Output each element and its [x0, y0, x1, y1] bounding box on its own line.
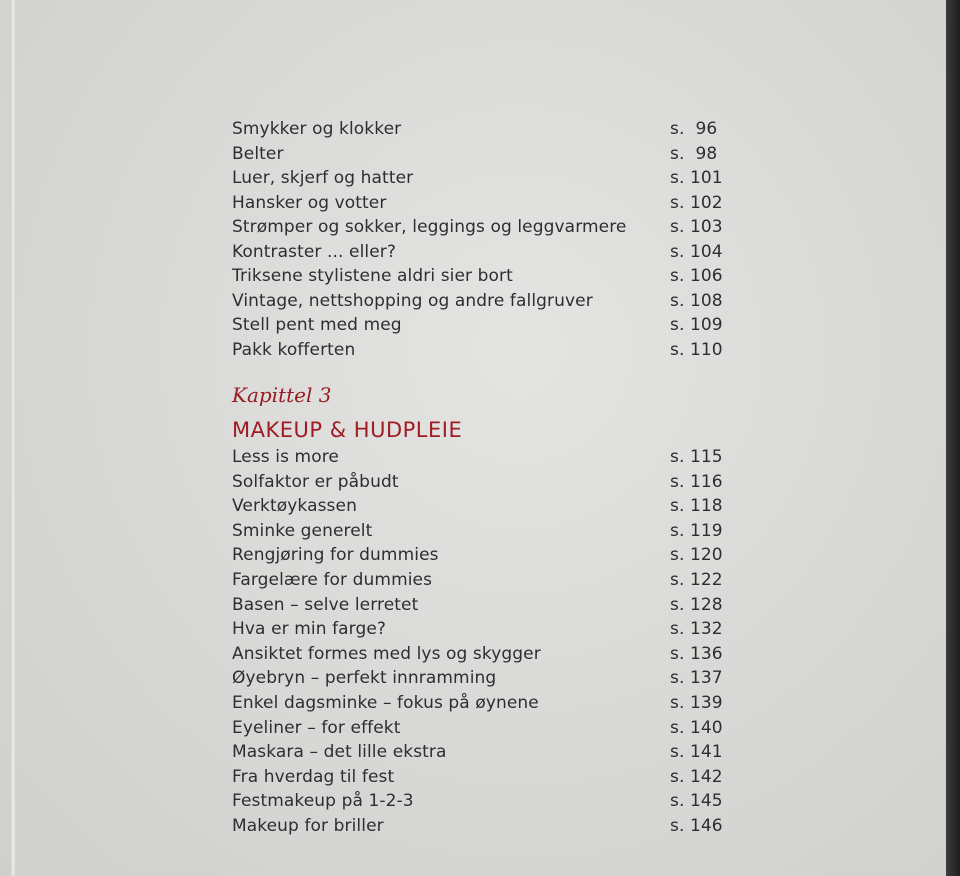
toc-entry	[232, 693, 722, 717]
toc-entry	[232, 545, 722, 569]
page-fold	[10, 0, 16, 876]
toc-entry-page: s. 128	[670, 594, 723, 615]
toc-entry-page: s. 142	[670, 766, 723, 787]
toc-entry-title: Triksene stylistene aldri sier bort	[232, 266, 513, 286]
toc-entry-title: Maskara – det lille ekstra	[232, 742, 447, 763]
toc-entry	[232, 791, 722, 815]
toc-entry-page: s. 146	[670, 816, 723, 836]
toc-entry-page: s. 136	[670, 643, 723, 664]
chapter-title: MAKEUP & HUDPLEIE	[232, 418, 463, 442]
toc-entry-title: Makeup for briller	[232, 816, 384, 836]
toc-entry	[232, 217, 722, 241]
toc-entry	[232, 447, 722, 471]
toc-entry-title: Fra hverdag til fest	[232, 766, 395, 787]
toc-entry-title: Fargelære for dummies	[232, 570, 433, 590]
toc-entry-title: Smykker og klokker	[232, 119, 402, 139]
toc-entry	[232, 742, 722, 766]
toc-entry	[232, 119, 722, 143]
toc-entry	[232, 619, 722, 643]
toc-entry-page: s. 137	[670, 668, 723, 689]
toc-entry-title: Stell pent med meg	[232, 315, 402, 335]
toc-entry-page: s. 103	[670, 217, 723, 237]
toc-entry-page: s. 106	[670, 266, 723, 286]
toc-entry-title: Hansker og votter	[232, 192, 387, 213]
toc-entry-title: Strømper og sokker, leggings og leggvarmere	[232, 217, 627, 237]
toc-entry-page: s. 120	[670, 545, 723, 566]
toc-entry	[232, 168, 722, 192]
toc-entry	[232, 291, 722, 315]
toc-entry	[232, 521, 722, 545]
toc-entry-title: Basen – selve lerretet	[232, 594, 419, 615]
toc-entry-page: s. 102	[670, 192, 723, 213]
toc-entry	[232, 644, 722, 668]
toc-entry-title: Pakk kofferten	[232, 339, 356, 360]
toc-entry-page: s. 122	[670, 570, 723, 590]
toc-entry-page: s. 118	[670, 496, 723, 517]
toc-entry-page: s. 140	[670, 717, 723, 738]
toc-entry-title: Rengjøring for dummies	[232, 545, 439, 566]
toc-entry-page: s. 101	[670, 168, 723, 188]
toc-entry	[232, 144, 722, 168]
toc-entry-title: Luer, skjerf og hatter	[232, 168, 414, 188]
toc-entry-page: s. 119	[670, 520, 723, 541]
toc-entry	[232, 472, 722, 496]
toc-entry	[232, 340, 722, 364]
toc-entry-title: Kontraster ... eller?	[232, 241, 397, 262]
toc-entry	[232, 193, 722, 217]
toc-entry-page: s. 109	[670, 315, 723, 335]
toc-entry	[232, 816, 722, 840]
toc-entry-title: Ansiktet formes med lys og skygger	[232, 643, 541, 664]
toc-entry	[232, 315, 722, 339]
toc-entry-title: Sminke generelt	[232, 520, 373, 541]
toc-entry-page: s. 132	[670, 619, 723, 640]
toc-entry-title: Vintage, nettshopping og andre fallgruver	[232, 290, 593, 311]
toc-entry-title: Less is more	[232, 447, 339, 467]
toc-entry-page: s. 141	[670, 742, 723, 763]
toc-entry-title: Festmakeup på 1-2-3	[232, 791, 414, 812]
toc-entry-title: Solfaktor er påbudt	[232, 471, 399, 492]
toc-entry-title: Eyeliner – for effekt	[232, 717, 401, 738]
toc-entry	[232, 496, 722, 520]
book-cover-edge	[946, 0, 960, 876]
toc-entry-title: Enkel dagsminke – fokus på øynene	[232, 693, 539, 713]
toc-entry-page: s. 115	[670, 447, 723, 467]
toc-entry	[232, 595, 722, 619]
toc-entry-page: s. 145	[670, 791, 723, 812]
toc-entry	[232, 266, 722, 290]
toc-entry	[232, 767, 722, 791]
toc-entry-page: s. 98	[670, 143, 718, 164]
chapter-label: Kapittel 3	[232, 383, 332, 407]
toc-entry-page: s. 108	[670, 290, 723, 311]
toc-entry	[232, 570, 722, 594]
toc-entry-page: s. 139	[670, 693, 723, 713]
toc-entry-page: s. 104	[670, 241, 723, 262]
toc-entry-page: s. 116	[670, 471, 723, 492]
toc-entry-title: Belter	[232, 143, 284, 164]
toc-entry-title: Øyebryn – perfekt innramming	[232, 668, 497, 689]
toc-entry	[232, 242, 722, 266]
toc-entry-title: Hva er min farge?	[232, 619, 387, 640]
toc-entry-title: Verktøykassen	[232, 496, 357, 517]
toc-entry	[232, 668, 722, 692]
toc-entry	[232, 718, 722, 742]
toc-entry-page: s. 96	[670, 119, 718, 139]
toc-entry-page: s. 110	[670, 339, 723, 360]
